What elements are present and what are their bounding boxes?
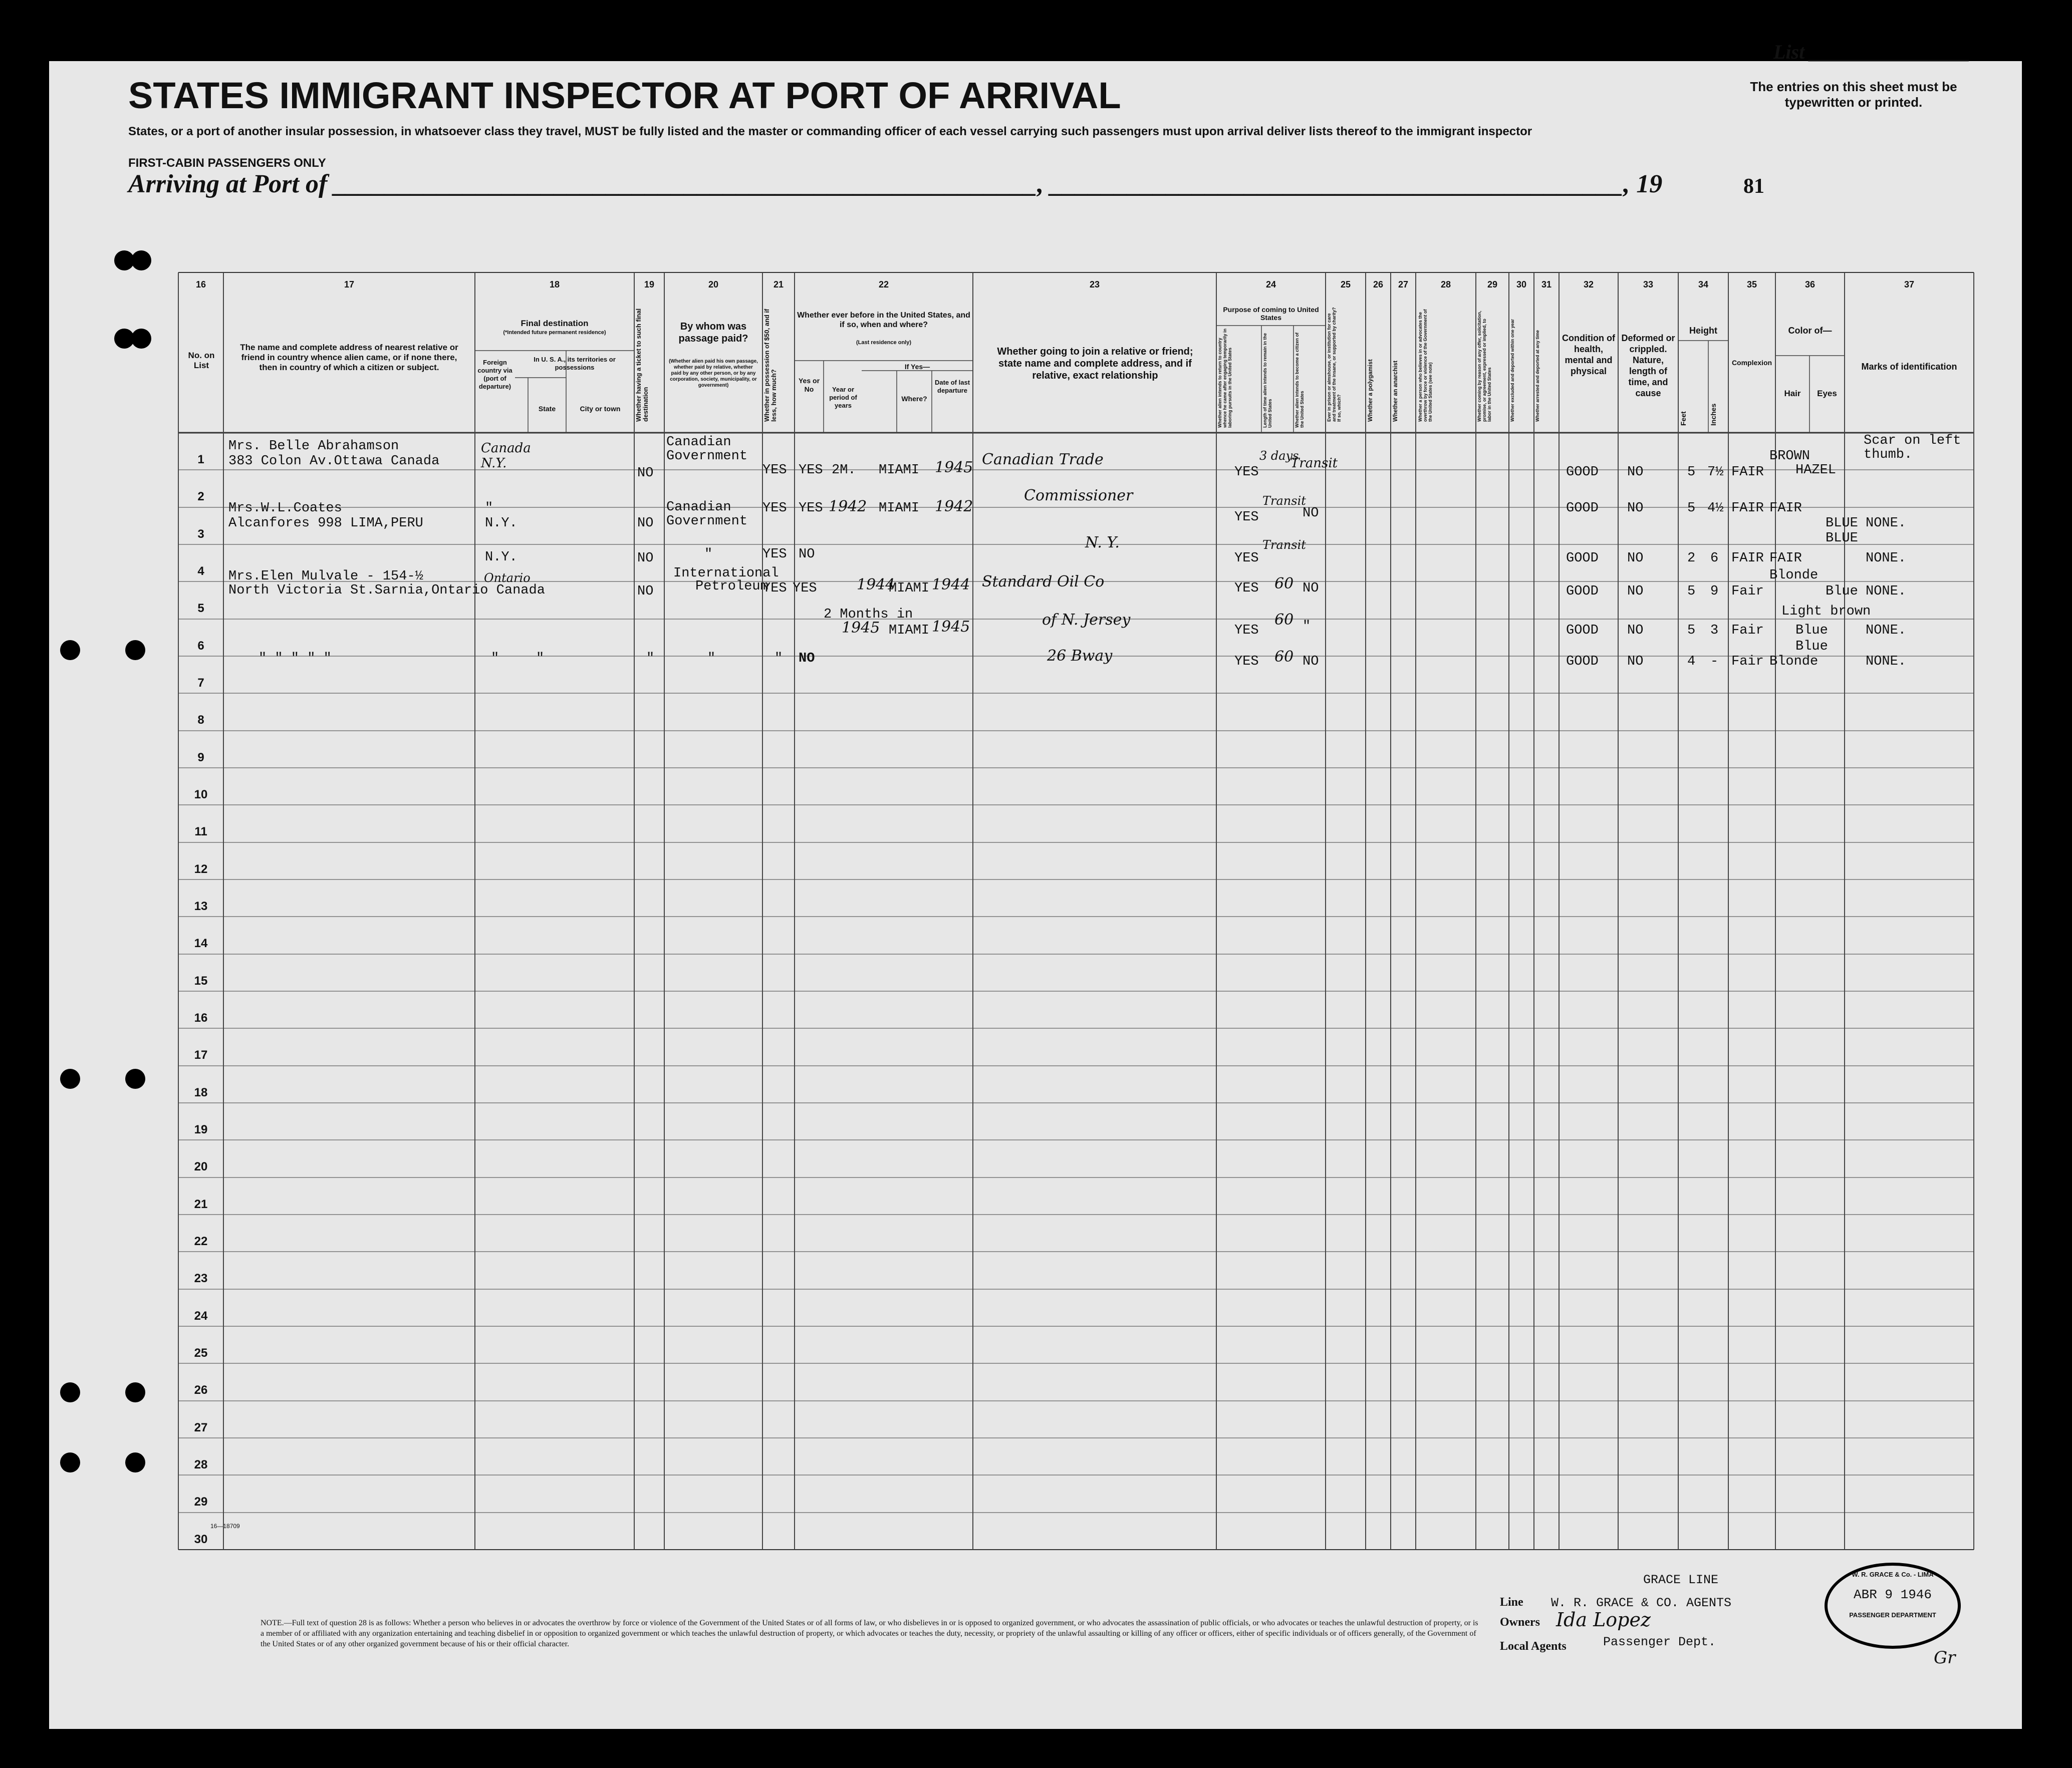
row-number: 29 <box>194 1495 208 1509</box>
row-number: 11 <box>194 825 207 838</box>
ticket: NO <box>637 551 654 566</box>
form-code: 16—18709 <box>210 1523 240 1530</box>
state: N.Y. <box>485 550 517 565</box>
header-where: Where? <box>901 395 927 403</box>
height-inches: 7½ <box>1707 465 1724 480</box>
initials: Gr <box>1934 1648 1956 1668</box>
row-number: 1 <box>197 453 204 466</box>
header-city: City or town <box>580 405 621 413</box>
column-number: 28 <box>1440 279 1451 289</box>
length-of-stay: 60 <box>1274 611 1294 629</box>
relative-address: North Victoria St.Sarnia,Ontario Canada <box>228 583 545 598</box>
row-number: 9 <box>197 751 204 764</box>
row-number: 8 <box>197 713 204 727</box>
prison: " <box>1303 619 1311 634</box>
date-departure: 1945 <box>932 618 970 636</box>
date-departure: 1942 <box>935 498 973 515</box>
arriving-line: Arriving at Port of ______________________________________________________, ____________________________________________, 19 <box>128 170 1663 198</box>
relative-address: Alcanfores 998 LIMA,PERU <box>228 516 423 531</box>
header-color-of: Color of— <box>1788 326 1832 336</box>
deformed: NO <box>1627 584 1644 599</box>
hair: BROWN <box>1769 449 1810 464</box>
header-arrested: Whether arrested and deported at any time <box>1535 330 1540 422</box>
line-value: GRACE LINE <box>1643 1573 1719 1587</box>
height-feet: 5 <box>1687 623 1696 638</box>
foreign-country: Ontario <box>484 571 531 585</box>
marks: NONE. <box>1866 623 1907 638</box>
header-ticket: Whether having a ticket to such final destination <box>635 308 649 422</box>
join-relative: Commissioner <box>1024 487 1133 504</box>
line-label: Line <box>1500 1596 1523 1609</box>
deformed: NO <box>1627 654 1644 669</box>
relative-name: " " " " " <box>258 651 332 666</box>
passage-paid-by: " <box>704 547 713 562</box>
date-departure: 1945 <box>935 459 973 476</box>
row-number: 18 <box>194 1086 208 1099</box>
passage-paid-by: Canadian <box>666 435 731 450</box>
where: MIAMI <box>889 581 930 596</box>
class-line: FIRST-CABIN PASSENGERS ONLY <box>128 156 326 170</box>
header-feet: Feet <box>1679 411 1687 426</box>
length-of-stay: 60 <box>1274 648 1294 666</box>
row-number: 6 <box>197 639 204 653</box>
health: GOOD <box>1566 584 1599 599</box>
header-inches: Inches <box>1709 403 1717 426</box>
height-inches: 9 <box>1710 584 1719 599</box>
hair: FAIR <box>1769 501 1802 516</box>
possession-50: YES <box>762 581 787 596</box>
year-period: 1942 <box>829 498 867 515</box>
marks: NONE. <box>1866 584 1907 599</box>
column-number: 19 <box>644 279 655 289</box>
header-no-on-list: No. on List <box>188 351 215 370</box>
complexion: Fair <box>1731 584 1764 599</box>
header-health: Condition of health, mental and physical <box>1562 333 1615 376</box>
foreign-country: " <box>491 651 499 666</box>
complexion: FAIR <box>1731 501 1764 516</box>
passage-paid-by: International <box>673 566 779 581</box>
deformed: NO <box>1627 623 1644 638</box>
row-number: 7 <box>197 676 204 690</box>
height-feet: 5 <box>1687 501 1696 516</box>
join-relative: of N. Jersey <box>1042 611 1131 629</box>
header-ever-before-us: Whether ever before in the United States, and if so, when and where? <box>797 311 970 329</box>
eyes: Blue <box>1795 623 1828 638</box>
prison: NO <box>1303 654 1319 669</box>
hair: Blonde <box>1769 568 1819 583</box>
ticket: NO <box>637 466 654 481</box>
instructions-text: States, or a port of another insular possession, in whatsoever class they travel, MUST be fully listed and the master or commanding officer of each vessel carrying such passengers must upon arrival deliver lists thereof to the immigrant inspector <box>128 125 1532 138</box>
eyes: HAZEL <box>1795 463 1837 478</box>
column-number: 23 <box>1089 279 1100 289</box>
height-feet: 5 <box>1687 584 1696 599</box>
prison: NO <box>1303 581 1319 596</box>
header-passage-paid-note: (Whether alien paid his own passage, whether paid by relative, whether paid by any other person, or by any corporation, society, municipality, or government) <box>669 359 758 388</box>
date-departure: 1944 <box>932 576 970 594</box>
health: GOOD <box>1566 551 1599 566</box>
year-period: 2M. <box>832 463 856 478</box>
column-number: 17 <box>344 279 355 289</box>
passage-paid-by-2: Government <box>666 449 748 464</box>
header-purpose-citizen: Whether alien intends to become a citizen of the United States <box>1294 332 1305 428</box>
join-relative: 26 Bway <box>1047 647 1113 665</box>
purpose: YES <box>1234 551 1259 566</box>
row-number: 14 <box>194 937 208 950</box>
header-eyes: Eyes <box>1817 389 1837 398</box>
hair: FAIR <box>1769 551 1802 566</box>
health: GOOD <box>1566 623 1599 638</box>
height-feet: 2 <box>1687 551 1696 566</box>
column-number: 22 <box>878 279 889 289</box>
eyes: BLUE <box>1826 516 1858 531</box>
height-inches: - <box>1710 654 1719 669</box>
deformed: NO <box>1627 551 1644 566</box>
header-purpose-length: Length of time alien intends to remain in the United States <box>1262 333 1272 428</box>
length-of-stay: 3 days <box>1259 449 1299 463</box>
length-of-stay: Transit <box>1262 538 1306 552</box>
height-feet: 4 <box>1687 654 1696 669</box>
row-number: 23 <box>194 1272 208 1285</box>
header-prison: Ever in prison or almshouse, or institution for care and treatment of the insane, or supported by charity? If so, which? <box>1327 307 1342 422</box>
row-number: 22 <box>194 1235 208 1248</box>
header-nearest-relative: The name and complete address of nearest relative or friend in country whence alien came, or if none there, then in country of which a citizen or subject. <box>240 343 458 372</box>
header-final-destination: Final destination <box>521 319 589 328</box>
row-number: 26 <box>194 1383 208 1397</box>
ever-before: NO <box>799 547 815 562</box>
row-number: 16 <box>194 1011 208 1025</box>
relative-name: Mrs. Belle Abrahamson <box>228 439 399 454</box>
company-stamp <box>1825 1563 1961 1649</box>
length-of-stay: 60 <box>1274 575 1294 593</box>
ticket: " <box>646 651 655 666</box>
column-number: 27 <box>1398 279 1409 289</box>
health: GOOD <box>1566 654 1599 669</box>
local-agents-label: Local Agents <box>1500 1640 1567 1653</box>
health: GOOD <box>1566 465 1599 480</box>
header-marks: Marks of identification <box>1861 362 1957 372</box>
passage-paid-by: " <box>707 651 716 666</box>
join-relative: N. Y. <box>1085 534 1120 551</box>
stamp-date: ABR 9 1946 <box>1853 1587 1932 1602</box>
marks: NONE. <box>1866 516 1907 531</box>
signature: Ida Lopez <box>1556 1609 1651 1631</box>
header-passage-paid: By whom was passage paid? <box>678 321 748 344</box>
column-number: 21 <box>773 279 784 289</box>
eyes: Blue <box>1826 584 1858 599</box>
row-number: 17 <box>194 1048 208 1062</box>
header-complexion: Complexion <box>1731 359 1772 367</box>
purpose: YES <box>1234 510 1259 525</box>
year-period: 2 Months in <box>824 607 913 622</box>
join-relative: Standard Oil Co <box>982 573 1105 591</box>
ever-before: YES <box>799 501 823 516</box>
column-number: 29 <box>1487 279 1498 289</box>
purpose: YES <box>1234 465 1259 480</box>
eyes: Blue <box>1795 639 1828 654</box>
list-label: List ________________ <box>1773 41 1970 63</box>
possession-50: YES <box>762 463 787 478</box>
relative-name: Mrs.Elen Mulvale - 154-½ <box>228 569 423 584</box>
header-deformed: Deformed or crippled. Nature, length of time, and cause <box>1621 333 1675 398</box>
row-number: 21 <box>194 1198 208 1211</box>
header-state: State <box>538 405 556 413</box>
local-agents-value: Passenger Dept. <box>1603 1635 1716 1649</box>
page-title: STATES IMMIGRANT INSPECTOR AT PORT OF ARRIVAL <box>128 75 1121 116</box>
header-labor-offer: Whether coming by reason of any offer, solicitation, promise, or agreement, expressed or implied, to labor in the United States <box>1477 311 1492 422</box>
header-if-yes: If Yes— <box>904 363 930 371</box>
header-purpose-return: Whether alien intends to return to country whence he came after engaging temporarily in laboring pursuits in the United States <box>1217 328 1232 428</box>
row-number: 13 <box>194 900 208 913</box>
owners-value: W. R. GRACE & CO. AGENTS <box>1551 1596 1732 1610</box>
marks: NONE. <box>1866 654 1907 669</box>
header-final-destination-note: (*Intended future permanent residence) <box>503 330 606 336</box>
column-number: 30 <box>1516 279 1527 289</box>
possession-50: " <box>774 651 783 666</box>
column-number: 34 <box>1698 279 1709 289</box>
header-polygamist: Whether a polygamist <box>1367 359 1374 422</box>
stamp-bottom: PASSENGER DEPARTMENT <box>1849 1611 1936 1619</box>
header-hair: Hair <box>1784 389 1801 398</box>
passage-paid-by-2: Petroleum <box>695 579 768 594</box>
health: GOOD <box>1566 501 1599 516</box>
row-number: 25 <box>194 1346 208 1360</box>
row-number: 27 <box>194 1421 208 1434</box>
row-number: 28 <box>194 1458 208 1471</box>
height-inches: 3 <box>1710 623 1719 638</box>
ticket: NO <box>637 584 654 599</box>
row-number: 4 <box>197 564 204 578</box>
height-feet: 5 <box>1687 465 1696 480</box>
state: " <box>536 651 545 666</box>
header-height: Height <box>1689 326 1717 336</box>
purpose: YES <box>1234 623 1259 638</box>
where: MIAMI <box>889 623 930 638</box>
column-number: 32 <box>1583 279 1594 289</box>
eyes: BLUE <box>1826 531 1858 546</box>
purpose: YES <box>1234 654 1259 669</box>
header-excluded: Whether excluded and deported within one year <box>1510 319 1515 422</box>
marks: Scar on left thumb. <box>1864 433 1961 462</box>
complexion: FAIR <box>1731 551 1764 566</box>
complexion: FAIR <box>1731 465 1764 480</box>
stamp-top: W. R. GRACE & Co. - LIMA <box>1852 1571 1934 1578</box>
column-number: 25 <box>1340 279 1351 289</box>
ever-before: YES <box>799 463 823 478</box>
row-number: 15 <box>194 974 208 988</box>
foreign-country: Canada <box>481 441 531 456</box>
relative-name: Mrs.W.L.Coates <box>228 501 342 516</box>
where: MIAMI <box>879 501 920 516</box>
year-period: 1944 <box>857 576 895 594</box>
header-last-residence: (Last residence only) <box>856 340 912 346</box>
header-overthrow: Whether a person who believes in or advocates the overthrow by force or violence of the Government of the United States (see note) <box>1418 309 1433 422</box>
passage-paid-by-2: Government <box>666 514 748 529</box>
prison: Transit <box>1290 456 1338 471</box>
column-number: 37 <box>1904 279 1915 289</box>
header-purpose: Purpose of coming to United States <box>1223 306 1319 322</box>
column-number: 36 <box>1804 279 1816 289</box>
foreign-country: " <box>485 501 493 516</box>
deformed: NO <box>1627 501 1644 516</box>
possession-50: YES <box>762 501 787 516</box>
header-foreign-country: Foreign country via (port of departure) <box>477 359 512 390</box>
row-number: 30 <box>194 1533 208 1546</box>
possession-50: YES <box>762 547 787 562</box>
join-relative: Canadian Trade <box>982 451 1104 468</box>
column-number: 26 <box>1373 279 1384 289</box>
row-number: 20 <box>194 1160 208 1173</box>
ever-before: NO <box>799 651 815 666</box>
height-inches: 4½ <box>1707 501 1724 516</box>
length-of-stay: Transit <box>1262 494 1306 508</box>
column-number: 18 <box>549 279 560 289</box>
year-period-2: 1945 <box>842 619 880 637</box>
height-inches: 6 <box>1710 551 1719 566</box>
owners-label: Owners <box>1500 1616 1540 1629</box>
column-number: 16 <box>195 279 206 289</box>
complexion: Fair <box>1731 623 1764 638</box>
row-number: 19 <box>194 1123 208 1136</box>
complexion: Fair <box>1731 654 1764 669</box>
state: N.Y. <box>481 456 507 471</box>
column-number: 33 <box>1643 279 1654 289</box>
deformed: NO <box>1627 465 1644 480</box>
header-yes-no: Yes or No <box>798 377 820 393</box>
header-possession-50: Whether in possession of $50, and if less, how much? <box>763 309 778 422</box>
page-number: 81 <box>1743 175 1764 198</box>
row-number: 2 <box>197 490 204 503</box>
row-number: 24 <box>194 1309 208 1323</box>
state: N.Y. <box>485 516 517 531</box>
passage-paid-by: Canadian <box>666 500 731 515</box>
purpose: YES <box>1234 581 1259 596</box>
relative-address: 383 Colon Av.Ottawa Canada <box>228 454 440 469</box>
prison: NO <box>1303 506 1319 521</box>
row-number: 5 <box>197 602 204 615</box>
header-join-relative: Whether going to join a relative or friend; state name and complete address, and if relative, exact relationship <box>997 346 1193 381</box>
ticket: NO <box>637 516 654 531</box>
hair: Blonde <box>1769 654 1819 669</box>
column-number: 24 <box>1265 279 1276 289</box>
footer-note: NOTE.—Full text of question 28 is as follows: Whether a person who believes in or advocates the overthrow by force or violence of the Government of the United States or of all forms of law, or who disbelieves in or is opposed to organized government, or who advocates the assassination of public officials, or who advocates or teaches the unlawful destruction of property, or is a member of or affiliated with any organization entertaining and teaching disbelief in or opposition to organized government or which teaches the unlawful destruction of property, or which advocates or teaches the duty, necessity, or propriety of the unlawful assaulting or killing of any officer or officers, either of specific individuals or of officers generally, of the Government of the United States or of any other organized government because of his or their official character. <box>261 1619 1478 1648</box>
row-number: 12 <box>194 862 208 876</box>
marks: NONE. <box>1866 551 1907 566</box>
row-number: 10 <box>194 788 208 801</box>
row-number: 3 <box>197 527 204 541</box>
header-anarchist: Whether an anarchist <box>1392 360 1399 422</box>
typewritten-note: The entries on this sheet must be typewritten or printed. <box>1750 79 1957 110</box>
where: MIAMI <box>879 463 920 478</box>
header-year: Year or period of years <box>829 386 857 409</box>
header-usa: In U. S. A., its territories or possessions <box>534 356 616 371</box>
column-number: 35 <box>1746 279 1757 289</box>
hair: Light brown <box>1781 604 1871 619</box>
column-number: 31 <box>1541 279 1552 289</box>
header-date-departure: Date of last departure <box>934 379 970 394</box>
column-number: 20 <box>708 279 719 289</box>
ever-before: YES <box>793 581 817 596</box>
